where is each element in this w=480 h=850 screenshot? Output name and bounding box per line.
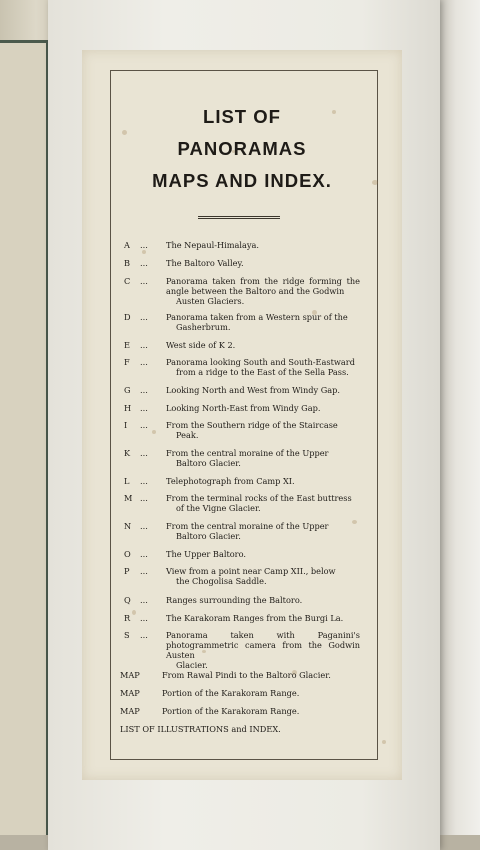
entry-leader: ...	[140, 630, 148, 640]
entry-key: A	[124, 240, 130, 250]
entry-key: H	[124, 403, 132, 413]
entry-key: N	[124, 521, 132, 531]
entry-line-1: From the terminal rocks of the East buttress	[166, 493, 352, 503]
entry-line-2: Baltoro Glacier.	[176, 531, 241, 541]
title-line-2: PANORAMAS	[177, 138, 307, 159]
map-key: MAP	[120, 670, 140, 680]
entry-line-2: Baltoro Glacier.	[176, 458, 241, 468]
entry-key: I	[124, 420, 128, 430]
entry-line-2: the Chogolisa Saddle.	[176, 576, 267, 586]
entry-line-2: Austen Glaciers.	[176, 296, 245, 306]
entry-line-1: From the central moraine of the Upper	[166, 521, 329, 531]
entry-key: R	[124, 613, 131, 623]
entry-line-1: West side of K 2.	[166, 340, 236, 350]
entry-leader: ...	[140, 549, 148, 559]
entry-line-1: View from a point near Camp XII., below	[166, 566, 336, 576]
entry-line-1: Looking North-East from Windy Gap.	[166, 403, 321, 413]
entry-text	[166, 630, 360, 670]
entry-key: B	[124, 258, 131, 268]
entry-text	[166, 549, 360, 559]
entry-line-2: Peak.	[176, 430, 199, 440]
entry-text	[166, 403, 360, 413]
entry-leader: ...	[140, 420, 148, 430]
entry-leader: ...	[140, 448, 148, 458]
entry-key: S	[124, 630, 130, 640]
entry-leader: ...	[140, 403, 148, 413]
entry-line-1: Panorama taken from a Western spur of the	[166, 312, 348, 322]
entry-line-2: from a ridge to the East of the Sella Pass.	[176, 367, 349, 377]
entry-line-1: Looking North and West from Windy Gap.	[166, 385, 340, 395]
entry-leader: ...	[140, 240, 148, 250]
entry-key: D	[124, 312, 131, 322]
map-key: MAP	[120, 706, 140, 716]
entry-text	[166, 420, 360, 440]
entry-text	[166, 521, 360, 541]
entry-line-1: Telephotograph from Camp XI.	[166, 476, 295, 486]
entry-line-1: The Upper Baltoro.	[166, 549, 246, 559]
entry-leader: ...	[140, 476, 148, 486]
entry-text	[166, 595, 360, 605]
entry-leader: ...	[140, 566, 148, 576]
map-text: From Rawal Pindi to the Baltoro Glacier.	[162, 670, 331, 680]
entry-line-1: From the Southern ridge of the Staircase	[166, 420, 338, 430]
entry-text	[166, 613, 360, 623]
entry-text	[166, 340, 360, 350]
entry-key: F	[124, 357, 130, 367]
footer-illustrations-index: LIST OF ILLUSTRATIONS and INDEX.	[120, 724, 281, 734]
book-spine	[0, 40, 49, 843]
title-line-3: MAPS AND INDEX.	[152, 170, 332, 191]
foxing-spot	[142, 250, 146, 254]
map-text: Portion of the Karakoram Range.	[162, 688, 300, 698]
entry-line-1: Panorama looking South and South-Eastward	[166, 357, 355, 367]
entry-line-1: Ranges surrounding the Baltoro.	[166, 595, 303, 605]
entry-text	[166, 448, 360, 468]
entry-leader: ...	[140, 276, 148, 286]
entry-key: O	[124, 549, 131, 559]
entry-leader: ...	[140, 340, 148, 350]
entry-text	[166, 357, 360, 377]
entry-leader: ...	[140, 357, 148, 367]
entry-key: P	[124, 566, 130, 576]
foxing-spot	[122, 130, 127, 135]
foxing-spot	[152, 430, 156, 434]
map-text: Portion of the Karakoram Range.	[162, 706, 300, 716]
entry-key: Q	[124, 595, 131, 605]
entry-text	[166, 240, 360, 250]
entry-text	[166, 493, 360, 513]
entry-key: C	[124, 276, 131, 286]
entry-line-1: From the central moraine of the Upper	[166, 448, 329, 458]
entry-line-1: The Baltoro Valley.	[166, 258, 244, 268]
entry-line-1: The Nepaul-Himalaya.	[166, 240, 259, 250]
entry-line-1: Panorama taken with Paganini's photogrammetric camera from the Godwin Austen	[166, 630, 360, 660]
entry-leader: ...	[140, 385, 148, 395]
entry-key: G	[124, 385, 131, 395]
title-divider	[198, 216, 280, 219]
entry-leader: ...	[140, 258, 148, 268]
entry-line-2: of the Vigne Glacier.	[176, 503, 261, 513]
entry-leader: ...	[140, 493, 148, 503]
entry-line-2: Gasherbrum.	[176, 322, 231, 332]
entry-text	[166, 566, 360, 586]
background-wall	[440, 0, 480, 850]
entry-line-2: Glacier.	[176, 660, 208, 670]
entry-key: M	[124, 493, 133, 503]
foxing-spot	[382, 740, 386, 744]
entry-text	[166, 385, 360, 395]
entry-leader: ...	[140, 613, 148, 623]
pasted-label	[82, 50, 402, 780]
entry-leader: ...	[140, 312, 148, 322]
entry-text	[166, 258, 360, 268]
map-key: MAP	[120, 688, 140, 698]
entry-leader: ...	[140, 595, 148, 605]
entry-text	[166, 276, 360, 306]
entry-line-1: The Karakoram Ranges from the Burgi La.	[166, 613, 344, 623]
title-line-1: LIST OF	[203, 106, 281, 127]
entry-line-1: Panorama taken from the ridge forming the angle between the Baltoro and the Godwin	[166, 276, 360, 296]
entry-key: L	[124, 476, 130, 486]
entry-text	[166, 476, 360, 486]
entry-key: K	[124, 448, 131, 458]
entry-leader: ...	[140, 521, 148, 531]
entry-key: E	[124, 340, 130, 350]
entry-text	[166, 312, 360, 332]
